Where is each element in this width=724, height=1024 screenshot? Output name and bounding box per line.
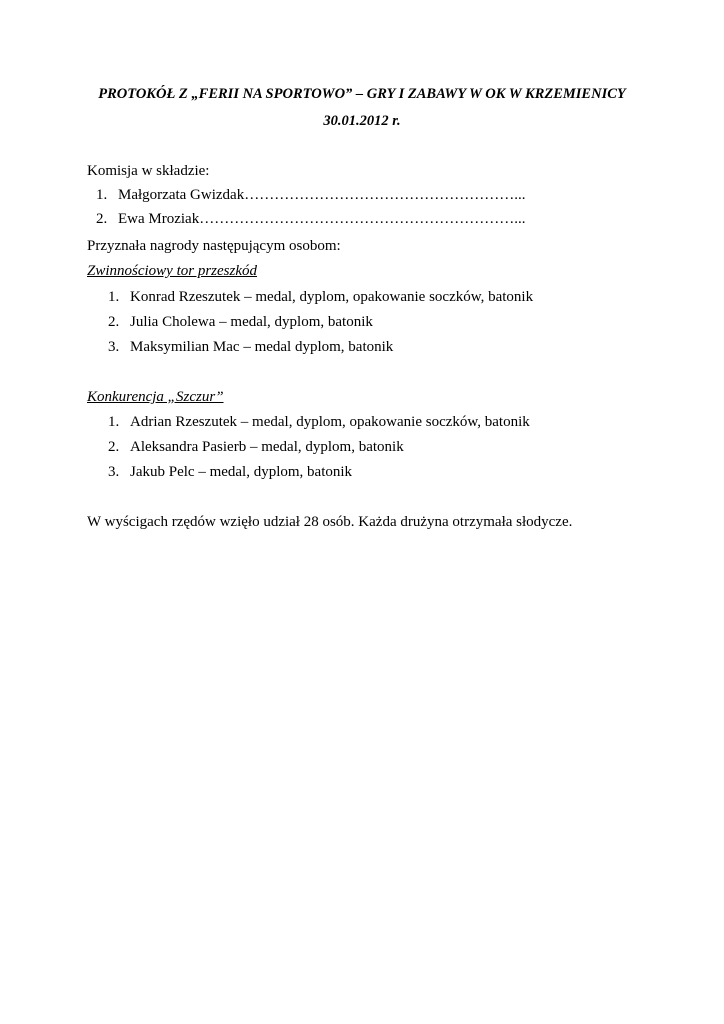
winner-entry: Jakub Pelc – medal, dyplom, batonik	[130, 464, 353, 480]
commission-label: Komisja w składzie:	[87, 163, 210, 179]
winner-entry: Maksymilian Mac – medal dyplom, batonik	[130, 339, 394, 355]
list-number: 3.	[108, 464, 120, 480]
list-number: 2.	[108, 439, 120, 455]
list-number: 2.	[108, 314, 120, 330]
list-number: 3.	[108, 339, 120, 355]
winner-entry: Konrad Rzeszutek – medal, dyplom, opakowanie soczków, batonik	[130, 289, 534, 305]
closing-note: W wyścigach rzędów wzięło udział 28 osób. Każda drużyna otrzymała słodycze.	[87, 514, 573, 530]
protocol-title: PROTOKÓŁ Z „FERII NA SPORTOWO” – GRY I ZABAWY W OK W KRZEMIENICY	[98, 86, 626, 102]
awards-intro: Przyznała nagrody następującym osobom:	[87, 238, 341, 254]
list-number: 1.	[108, 414, 120, 430]
list-number: 1.	[96, 187, 108, 203]
winner-entry: Adrian Rzeszutek – medal, dyplom, opakowanie soczków, batonik	[130, 414, 530, 430]
protocol-date: 30.01.2012 r.	[323, 113, 401, 129]
list-number: 2.	[96, 211, 108, 227]
list-number: 1.	[108, 289, 120, 305]
commission-member: Małgorzata Gwizdak………………………………………………...	[118, 187, 526, 203]
winner-entry: Julia Cholewa – medal, dyplom, batonik	[130, 314, 373, 330]
section-heading: Zwinnościowy tor przeszkód	[87, 263, 258, 279]
commission-member: Ewa Mroziak………………………………………………………...	[118, 211, 526, 227]
section-heading: Konkurencja „Szczur”	[87, 389, 224, 405]
winner-entry: Aleksandra Pasierb – medal, dyplom, batonik	[130, 439, 404, 455]
